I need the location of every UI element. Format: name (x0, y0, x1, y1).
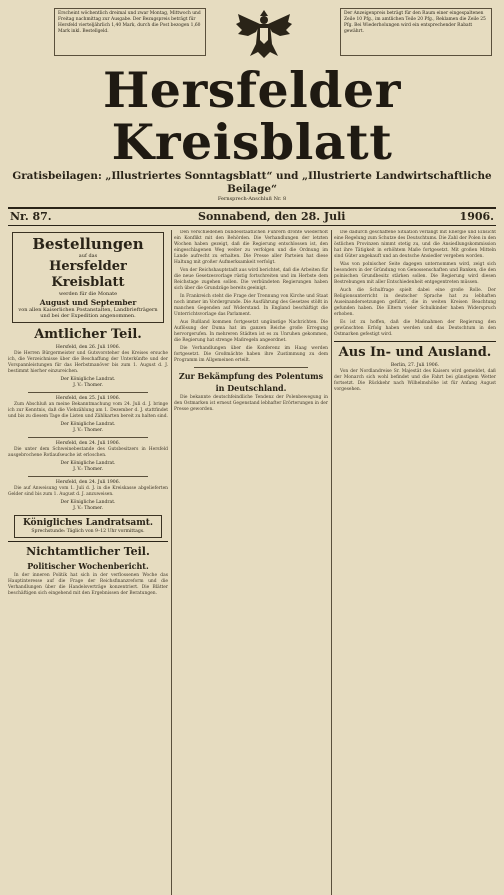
issue-year: 1906. (459, 210, 494, 223)
order-months: August und September (39, 297, 137, 307)
notice-text: Die Herren Bürgermeister und Gutsvorsteher des Kreises ersuche ich, die Verzeichnisse über die Beschaffung der Unterkünfte und der Vorspannleistungen für das Herbstmanöver bis zum 1. August d. J. bestimmt hierher einzureichen. (8, 350, 168, 374)
notice-date: Hersfeld, den 26. Juli 1906. (55, 344, 121, 350)
landratsamt-box (14, 515, 162, 538)
order-line: von allen Kaiserlichen Postanstalten, Landbriefträgern und bei der Expedition angenommen. (18, 306, 158, 319)
notice-sign: Der Königliche Landrat. (60, 499, 116, 505)
notice-text: Zum Abschluß an meine Bekanntmachung vom 24. Juli d. J. bringe ich zur Kenntnis, daß die Viehzählung am 1. Dezember d. J. stattfindet und bis zu diesem Tage die Listen und Zählkarten bereit zu halten sind. (8, 401, 168, 419)
divider (28, 476, 148, 477)
divider (28, 437, 148, 438)
order-paper: Hersfelder Kreisblatt (49, 259, 127, 290)
landratsamt-hours: Sprechstunde: Täglich von 9–12 Uhr vormittags. (31, 528, 145, 534)
issue-number: Nr. 87. (10, 210, 52, 223)
article-text: Die dadurch geschaffene Situation verlangt mit Energie und Einsicht eine Regelung zum Schutze des Deutschtums. Die Zahl der Polen in den östlichen Provinzen nimmt stetig zu, und die Ansiedlungskommission hat ihre Tätigkeit in erhöhtem Maße fortgesetzt. Mit großen Mitteln sind Güter angekauft und an deutsche Ansiedler vergeben worden. Was von polnischer Seite dagegen unternommen wird, zeigt sich besonders in der Gründung von Genossenschaften und Banken, die den polnischen Grundbesitz stärken sollen. Die Regierung wird diesen Bestrebungen mit aller Entschiedenheit entgegentreten müssen. Auch die Schulfrage spielt dabei eine große Rolle. Der Religionsunterricht in deutscher Sprache hat zu lebhaften Auseinandersetzungen geführt, die in weiten Kreisen Beachtung gefunden haben. Die Eltern vieler Schulkinder haben Widerspruch erhoben. Es ist zu hoffen, daß die Maßnahmen der Regierung den gewünschten Erfolg haben werden und das Deutschtum in den Ostmarken gefestigt wird. (334, 230, 496, 337)
article-headline: Zur Bekämpfung des Polentums (178, 371, 324, 381)
divider (194, 367, 308, 368)
news-text: Von der Nordlandreise Sr. Majestät des Kaisers wird gemeldet, daß der Monarch sich wohl befindet und die Fahrt bei günstigem Wetter fortsetzt. Die Rückkehr nach Wilhelmshöhe ist für Anfang August vorgesehen. (334, 369, 496, 392)
divider (334, 341, 496, 342)
eagle-emblem-icon (234, 6, 294, 62)
column-rule (171, 230, 172, 895)
notice-date: Hersfeld, den 24. Juli 1906. (55, 479, 121, 485)
order-title: Bestellungen (32, 235, 144, 253)
news-date: Berlin, 27. Juli 1906. (390, 363, 440, 368)
divider (8, 541, 168, 542)
weekly-report-title: Politischer Wochenbericht. (27, 560, 149, 571)
article-headline: in Deutschland. (215, 383, 287, 393)
column-left (8, 230, 168, 895)
issue-date: Sonnabend, den 28. Juli (198, 210, 346, 223)
article-text: Die bekannte deutschfeindliche Tendenz der Polenbewegung in den Ostmarken ist erneut Gegenstand lebhafter Erörterungen in der Presse geworden. (174, 395, 328, 412)
dateline (8, 207, 496, 226)
notice-sign: Der Königliche Landrat. (60, 376, 116, 382)
order-line: werden für die Monate (58, 291, 118, 297)
column-right (334, 230, 496, 895)
notice-text: Die auf Anweisung vom 1. Juli d. J. in die Kreiskasse abgelieferten Gelder sind bis zum 1. August d. J. anzuweisen. (8, 485, 168, 497)
article-text: Den verschiedenen bundesstaatlichen Führern drohte wiederholt ein Konflikt mit den Behörden. Die Verhandlungen der letzten Wochen haben gezeigt, daß die Regierung entschlossen ist, den eingeschlagenen Weg weiter zu verfolgen und die Ordnung im Lande aufrecht zu erhalten. Die Presse aller Parteien hat diese Haltung mit großer Aufmerksamkeit verfolgt. Von der Reichshauptstadt aus wird berichtet, daß die Arbeiten für die neue Gesetzesvorlage rüstig fortschreiten und im Herbste dem Reichstage zugehen sollen. Die verbündeten Regierungen haben sich über die Grundzüge bereits geeinigt. In Frankreich steht die Frage der Trennung von Kirche und Staat noch immer im Vordergrunde. Die Ausführung des Gesetzes stößt in manchen Gegenden auf Widerstand. In England beschäftigt die Unterrichtsvorlage das Parlament. Aus Rußland kommen fortgesetzt ungünstige Nachrichten. Die Auflösung der Duma hat im ganzen Reiche große Erregung hervorgerufen. In mehreren Städten ist es zu Unruhen gekommen, die Regierung hat strenge Maßregeln angeordnet. Die Verhandlungen über die Konferenz im Haag werden fortgesetzt. Die Großmächte haben ihre Zustimmung zu dem Programm im Allgemeinen erteilt. (174, 230, 328, 363)
notice-sign: Der Königliche Landrat. (60, 421, 116, 427)
column-middle (174, 230, 328, 895)
section-news: Aus In- und Ausland. (338, 345, 492, 360)
subscription-note: Erscheint wöchentlich dreimal und zwar Montag, Mittwoch und Freitag nachmittag zur Ausgabe. Der Bezugspreis beträgt für Hersfeld vierteljährlich 1,40 Mark, durch die Post bezogen 1,60 Mark inkl. Bestellgeld. (54, 8, 206, 56)
notice-sign: Der Königliche Landrat. (60, 460, 116, 466)
notice-sign: J. V.: Thomer. (73, 382, 103, 388)
notice-sign: J. V.: Thomer. (73, 466, 103, 472)
divider (28, 392, 148, 393)
landratsamt-title: Königliches Landratsamt. (22, 517, 154, 528)
subscription-box (12, 232, 164, 323)
phone-line: Fernsprech-Anschluß Nr. 8 (217, 196, 287, 202)
section-official: Amtlicher Teil. (34, 326, 142, 342)
section-nonofficial: Nichtamtlicher Teil. (26, 544, 150, 558)
ad-price-note: Der Anzeigenpreis beträgt für den Raum einer eingespaltenen Zeile 10 Pfg., im amtlichen Teile 20 Pfg., Reklamen die Zeile 25 Pfg. Bei Wiederholungen wird ein entsprechender Rabatt gewährt. (340, 8, 492, 56)
notice-sign: J. V.: Thomer. (73, 505, 103, 511)
notice-sign: J. V.: Thomer. (73, 427, 103, 433)
notice-date: Hersfeld, den 25. Juli 1906. (55, 395, 121, 401)
newspaper-title: Hersfelder Kreisblatt (103, 61, 401, 171)
column-rule (331, 230, 332, 895)
newspaper-subtitle: Gratisbeilagen: „Illustriertes Sonntagsblatt“ und „Illustrierte Landwirtschaftliche Beilage“ (12, 170, 492, 195)
notice-date: Hersfeld, den 24. Juli 1906. (55, 440, 121, 446)
weekly-report-text: In der inneren Politik hat sich in der verflossenen Woche das Hauptinteresse auf die Frage der Reichsfinanzreform und die Verhandlungen über die Handelsverträge konzentriert. Die Blätter beschäftigen sich eingehend mit den Ergebnissen der Beratungen. (8, 572, 168, 596)
notice-text: Die unter dem Schweinebestande des Gutsbesitzers in Hersfeld ausgebrochene Rotlaufseuche ist erloschen. (8, 446, 168, 458)
columns (8, 230, 496, 895)
masthead-top (8, 6, 496, 64)
order-line: auf das (78, 253, 98, 259)
